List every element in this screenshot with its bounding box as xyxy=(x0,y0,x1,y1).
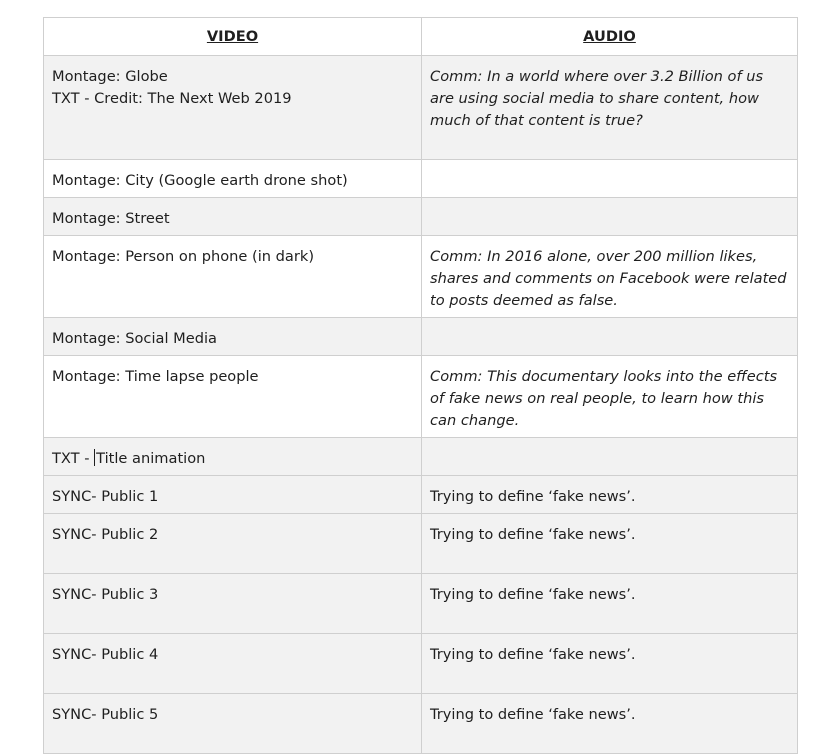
audio-cell[interactable] xyxy=(422,160,798,198)
table-row xyxy=(44,634,798,694)
audio-cell[interactable]: Trying to define ‘fake news’. xyxy=(422,694,798,754)
video-cell[interactable]: SYNC- Public 4 xyxy=(44,634,422,694)
table-header-row xyxy=(44,18,798,56)
text-cursor xyxy=(94,449,95,466)
table-row xyxy=(44,694,798,754)
audio-cell[interactable]: Trying to define ‘fake news’. xyxy=(422,574,798,634)
video-cell[interactable]: Montage: Social Media xyxy=(44,318,422,356)
audio-column-header: AUDIO xyxy=(422,18,798,56)
table-row xyxy=(44,318,798,356)
audio-cell[interactable]: Trying to define ‘fake news’. xyxy=(422,476,798,514)
video-cell[interactable]: SYNC- Public 5 xyxy=(44,694,422,754)
audio-cell[interactable]: Comm: In a world where over 3.2 Billion of us are using social media to share content, how much of that content is true? xyxy=(422,56,798,160)
table-row xyxy=(44,160,798,198)
audio-cell[interactable] xyxy=(422,198,798,236)
video-column-header: VIDEO xyxy=(44,18,422,56)
audio-cell[interactable]: Trying to define ‘fake news’. xyxy=(422,514,798,574)
script-table xyxy=(43,17,798,754)
video-cell[interactable]: SYNC- Public 2 xyxy=(44,514,422,574)
video-cell[interactable]: Montage: Time lapse people xyxy=(44,356,422,438)
table-row xyxy=(44,476,798,514)
video-cell[interactable]: SYNC- Public 1 xyxy=(44,476,422,514)
table-row xyxy=(44,438,798,476)
video-line: Montage: Globe xyxy=(52,68,168,85)
audio-cell[interactable] xyxy=(422,318,798,356)
video-cell[interactable]: Montage: Street xyxy=(44,198,422,236)
audio-cell[interactable] xyxy=(422,438,798,476)
video-cell[interactable]: SYNC- Public 3 xyxy=(44,574,422,634)
audio-cell[interactable]: Trying to define ‘fake news’. xyxy=(422,634,798,694)
table-row xyxy=(44,574,798,634)
video-text-suffix: Title animation xyxy=(96,450,206,467)
table-row xyxy=(44,198,798,236)
video-cell[interactable] xyxy=(44,56,422,160)
video-cell[interactable]: Montage: Person on phone (in dark) xyxy=(44,236,422,318)
table-row xyxy=(44,356,798,438)
video-line: TXT - Credit: The Next Web 2019 xyxy=(52,90,292,107)
video-cell[interactable] xyxy=(44,438,422,476)
table-row xyxy=(44,56,798,160)
audio-cell[interactable]: Comm: In 2016 alone, over 200 million likes, shares and comments on Facebook were related to posts deemed as false. xyxy=(422,236,798,318)
video-cell[interactable]: Montage: City (Google earth drone shot) xyxy=(44,160,422,198)
table-row xyxy=(44,514,798,574)
video-text-prefix: TXT - xyxy=(52,450,95,467)
table-row xyxy=(44,236,798,318)
audio-cell[interactable]: Comm: This documentary looks into the effects of fake news on real people, to learn how this can change. xyxy=(422,356,798,438)
